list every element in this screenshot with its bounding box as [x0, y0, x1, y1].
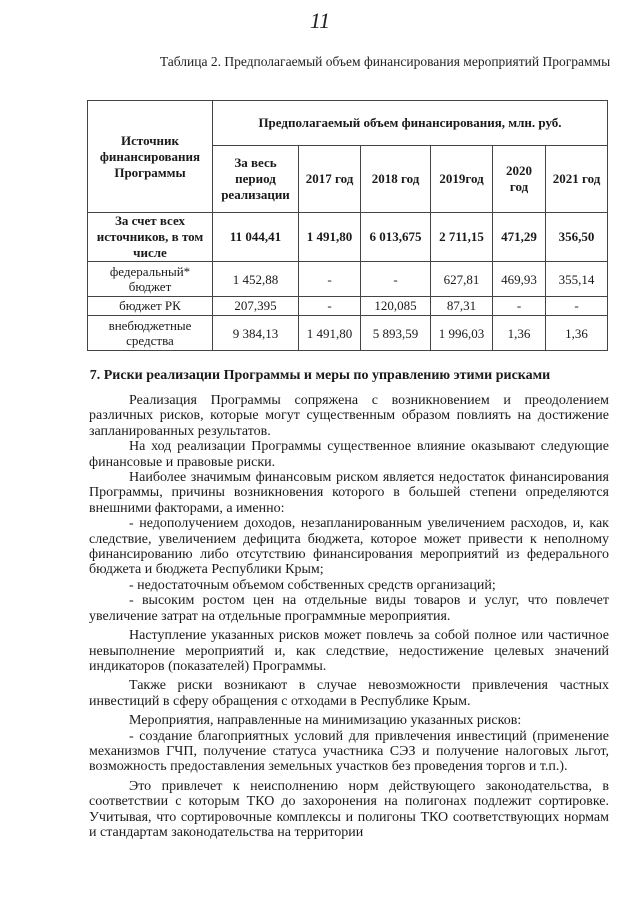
paragraph: Наступление указанных рисков может повлечь за собой полное или частичное невыполнение мероприятий и, как следствие, недостижение целевых значений индикаторов (показателей) Программы.	[89, 628, 609, 674]
year-header: 2017 год	[299, 146, 361, 213]
table-cell: -	[299, 262, 361, 297]
table-row	[88, 213, 608, 262]
source-header: Источник финансирования Программы	[88, 101, 213, 213]
table-cell: 627,81	[431, 262, 493, 297]
paragraph: Наиболее значимым финансовым риском является недостаток финансирования Программы, причины возникновения которого в большей степени определяются внешними факторами, а именно:	[89, 470, 609, 516]
volume-header: Предполагаемый объем финансирования, млн. руб.	[213, 101, 608, 146]
table-cell: 1,36	[493, 316, 546, 351]
table-cell: 120,085	[361, 297, 431, 316]
row-label: бюджет РК	[88, 297, 213, 316]
table-cell: 469,93	[493, 262, 546, 297]
year-header: 2018 год	[361, 146, 431, 213]
table-cell: -	[361, 262, 431, 297]
table-cell: 356,50	[546, 213, 608, 262]
table-cell: 207,395	[213, 297, 299, 316]
year-header: 2020 год	[493, 146, 546, 213]
table-cell: 9 384,13	[213, 316, 299, 351]
table-caption: Таблица 2. Предполагаемый объем финансирования мероприятий Программы	[159, 54, 611, 69]
row-label: федеральный* бюджет	[88, 262, 213, 297]
table-cell: 1,36	[546, 316, 608, 351]
row-label: За счет всех источников, в том числе	[88, 213, 213, 262]
table-cell: 1 996,03	[431, 316, 493, 351]
paragraph: Также риски возникают в случае невозможности привлечения частных инвестиций в сферу обращения с отходами в Республике Крым.	[89, 678, 609, 709]
paragraph: - создание благоприятных условий для привлечения инвестиций (применение механизмов ГЧП, получение статуса участника СЭЗ и получение налоговых льгот, возможность предоставления земельных участков без проведения торгов и т.п.).	[89, 728, 609, 775]
table-cell: 5 893,59	[361, 316, 431, 351]
table-row	[88, 316, 608, 351]
year-header: 2019год	[431, 146, 493, 213]
table-row	[88, 297, 608, 316]
table-cell: 471,29	[493, 213, 546, 262]
table-cell: 1 491,80	[299, 316, 361, 351]
table-cell: -	[299, 297, 361, 316]
row-label: внебюджетные средства	[88, 316, 213, 351]
table-cell: -	[546, 297, 608, 316]
table-cell: -	[493, 297, 546, 316]
financing-table	[87, 100, 608, 351]
body-text	[89, 393, 609, 840]
table-cell: 355,14	[546, 262, 608, 297]
paragraph: Мероприятия, направленные на минимизацию указанных рисков:	[129, 713, 522, 729]
table-cell: 87,31	[431, 297, 493, 316]
period-header: За весь период реализации	[213, 146, 299, 213]
table-cell: 2 711,15	[431, 213, 493, 262]
year-header: 2021 год	[546, 146, 608, 213]
table-cell: 11 044,41	[213, 213, 299, 262]
page-number: 11	[309, 8, 331, 33]
paragraph: - недостаточным объемом собственных средств организаций;	[129, 577, 496, 593]
table-cell: 1 491,80	[299, 213, 361, 262]
paragraph: - высоким ростом цен на отдельные виды товаров и услуг, что повлечет увеличение затрат на отдельные программные мероприятия.	[89, 593, 609, 624]
paragraph: Это привлечет к неисполнению норм действующего законодательства, в соответствии с которым ТКО до захоронения на полигонах подлежит сортировке. Учитывая, что сортировочные комплексы и полигоны ТКО соответствующих нормам и стандартам законодательства на территории	[89, 778, 609, 840]
paragraph: На ход реализации Программы существенное влияние оказывают следующие финансовые и правовые риски.	[89, 439, 609, 470]
table-row	[88, 262, 608, 297]
table-cell: 6 013,675	[361, 213, 431, 262]
table-cell: 1 452,88	[213, 262, 299, 297]
paragraph: Реализация Программы сопряжена с возникновением и преодолением различных рисков, которые могут существенным образом повлиять на достижение запланированных результатов.	[89, 393, 609, 439]
paragraph: - недополучением доходов, незапланированным увеличением расходов, и, как следствие, увеличением дефицита бюджета, которое может привести к неполному финансированию либо отсутствию финансирования мероприятий из федерального бюджета и бюджета Республики Крым;	[89, 516, 609, 578]
section-heading: 7. Риски реализации Программы и меры по управлению этими рисками	[89, 368, 551, 383]
